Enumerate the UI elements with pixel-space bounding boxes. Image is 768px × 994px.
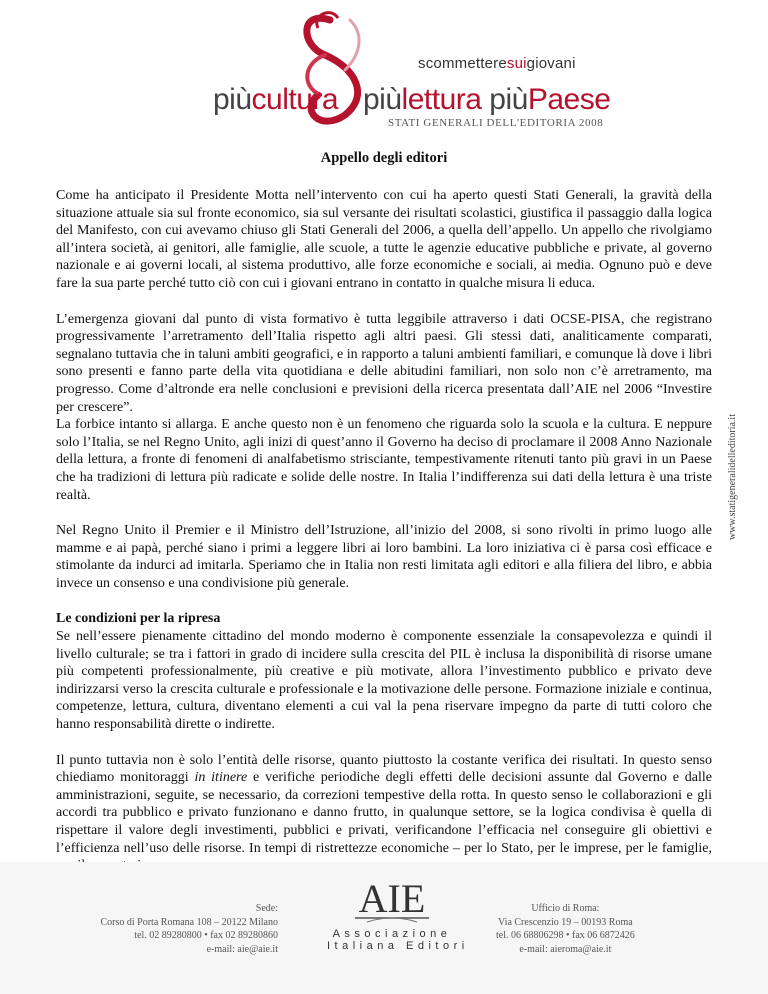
paragraph-conditions xyxy=(56,610,712,733)
paragraph-emergency-part-2: La forbice intanto si allarga. E anche questo non è un fenomeno che riguarda solo la scuola e la cultura. E neppure solo l’Italia, se nel Regno Unito, agli inizi di quest’anno il Governo ha deciso di proclamare il 2008 Anno Nazionale della lettura, a fronte di fenomeni di analfabetismo strisciante, tempestivamente ritenuti tanto più gravi in un Paese che ha tradizioni di lettura più radicate e solide delle nostre. In Italia l’indifferenza sui dati della lettura è una triste realtà. xyxy=(56,417,712,503)
page-footer xyxy=(0,862,768,994)
paragraph-verification: Il punto tuttavia non è solo l’entità delle risorse, quanto piuttosto la costante verifica dei risultati. In questo senso chiediamo monitoraggi in itinere e verifiche periodiche degli effetti delle decisioni assunte dal Governo e dalle amministrazioni, seguite, se necessario, da correzioni tempestive della rotta. In questo senso le collaborazioni e gli accordi tra pubblico e privato funzionano e danno frutto, in qualunque settore, se la logica condivisa è quella di rispettare il valore degli investimenti, pubblici e privati, verificandone l’efficacia nel conseguire gli obiettivi e l’efficienza nell’uso delle risorse. In tempi di ristrettezze economiche – per lo Stato, per le imprese, per le famiglie, xyxy=(56,752,712,856)
paragraph-conditions-text: Se nell’essere pienamente cittadino del mondo moderno è componente essenziale la consapevolezza e quindi il livello culturale; se tra i fattori in grado di incidere sulla crescita del PIL è inclusa la disponibilità di risorse umane più competenti professionalmente, più creative e più motivate, allora l’investimento pubblico e privato deve indirizzarsi verso la crescita culturale e professionale e la motivazione delle persone. Formazione iniziale e continua, competenze, lettura, cultura, diventano elementi a cui val la pena riservare impegno da parte di tutti coloro che hanno responsabilità dirette o indirette. xyxy=(56,629,712,733)
footer-rome-address: Ufficio di Roma: Via Crescenzio 19 – 00193 Roma tel. 06 68806298 • fax 06 6872426 e-mail: aieroma@aie.it xyxy=(496,903,635,955)
aie-logo xyxy=(327,874,469,959)
side-website-url: www.statigeneralidelleditoria.it xyxy=(727,414,738,540)
paragraph-emergency-part-1: L’emergenza giovani dal punto di vista formativo è tutta leggibile attraverso i dati OCSE-PISA, che registrano progressivamente l’arretramento dell’Italia rispetto agli altri paesi. Gli stessi dati, analiticamente comparati, segnalano tuttavia che in taluni ambiti geografici, e in rapporto a taluni ambienti familiari, e comunque là dove i libri sono presenti e fanno parte della vita quotidiana e delle abitudini familiari, non solo non c’è arretramento, ma progresso. Come d’altronde era nelle conclusioni e previsioni della ricerca presentata dall’AIE nel 2006 “Investire per crescere”. xyxy=(56,311,712,415)
paragraph-emergency xyxy=(56,311,712,505)
section-heading: Le condizioni per la ripresa xyxy=(56,611,221,627)
footer-milan-address: Sede: Corso di Porta Romana 108 – 20122 Milano tel. 02 89280800 • fax 02 89280860 e-mail: aie@aie.it xyxy=(100,903,278,955)
brand-text-left: piùcultura xyxy=(213,83,339,116)
document-body xyxy=(56,150,712,893)
aie-name: Associazione Italiana Editori xyxy=(327,928,469,952)
brand-text-right: piùlettura piùPaese xyxy=(363,83,611,116)
document-title: Appello degli editori xyxy=(320,150,448,166)
ribbon-logo-icon xyxy=(0,0,768,140)
page-header xyxy=(0,0,768,140)
paragraph-intro: Come ha anticipato il Presidente Motta nell’intervento con cui ha aperto questi Stati Generali, la gravità della situazione attuale sia sul fronte economico, sia sul versante dei risultati scolastici, giustifica il passaggio dalla logica del Manifesto, con cui avevamo chiuso gli Stati Generali del 2006, a quella dell’appello. Un appello che rivolgiamo all’intera società, ai genitori, alle famiglie, alle scuole, a tutte le agenzie educative pubbliche e private, al governo nazionale e ai governi locali, al sistema produttivo, alle forze economiche e sociali, ai media. Ognuno può e deve fare la sua parte perché tutto ciò con cui i giovani entrano in contatto in qualche misura li educa. xyxy=(56,188,712,291)
header-subtitle: STATI GENERALI DELL'EDITORIA 2008 xyxy=(388,117,604,129)
svg-text:AIE: AIE xyxy=(358,876,426,921)
paragraph-uk-initiative: Nel Regno Unito il Premier e il Ministro dell’Istruzione, all’inizio del 2008, si sono rivolti in primo luogo alle mamme e ai papà, perché siano i primi a leggere libri ai loro bambini. La loro iniziativa ci è parsa così efficace e stimolante da indurci ad imitarla. Speriamo che in Italia non resti limitata agli editori e alla filiera del libro, e abbia invece un consenso e una condivisione più generale. xyxy=(56,523,712,591)
header-tagline: scommetteresuigiovani xyxy=(418,55,576,72)
aie-book-icon xyxy=(327,874,457,926)
